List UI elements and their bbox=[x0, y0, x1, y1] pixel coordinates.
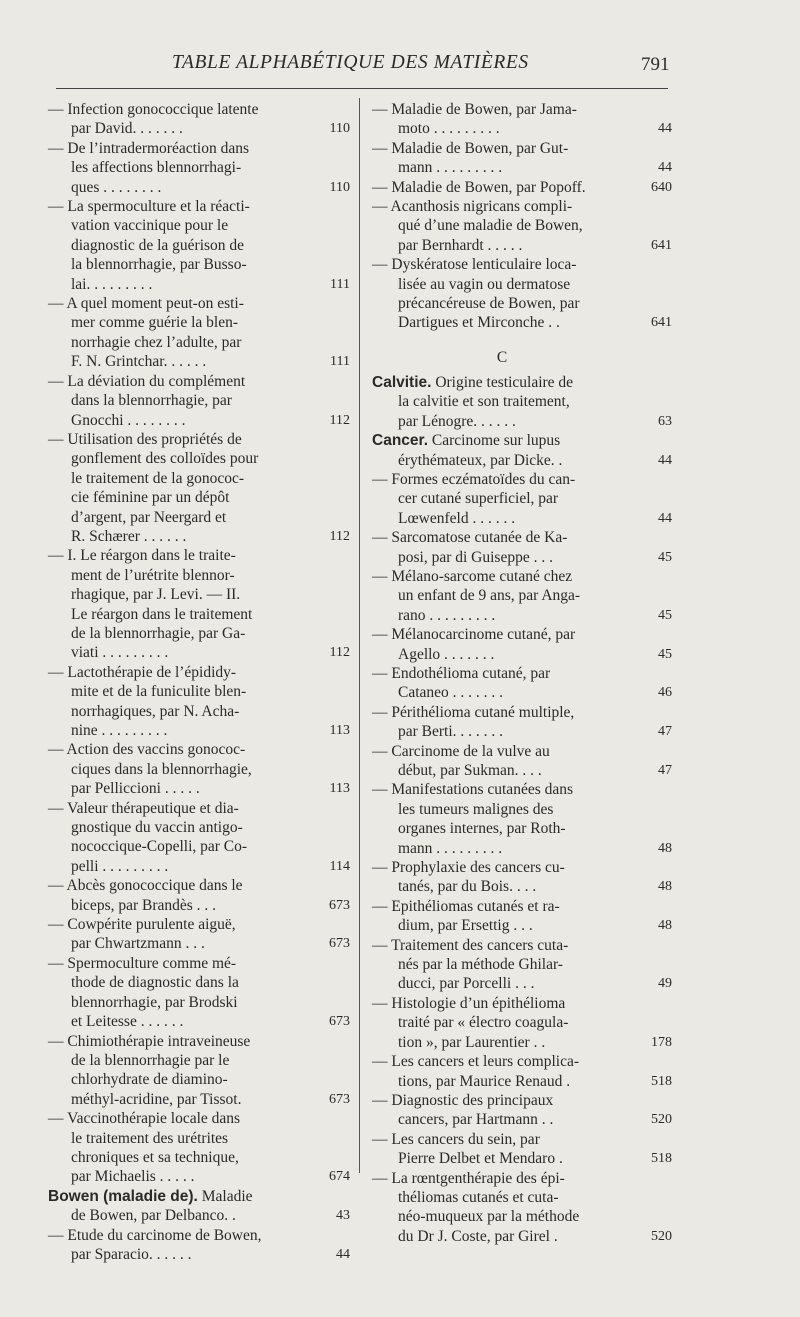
index-entry bbox=[48, 546, 348, 662]
entry-line: les affections blennorrhagi- bbox=[71, 159, 242, 177]
index-entry bbox=[48, 740, 348, 798]
entry-line: — Prophylaxie des cancers cu- bbox=[372, 859, 565, 877]
section-letter: C bbox=[496, 348, 508, 366]
entry-line: gnostique du vaccin antigo- bbox=[71, 819, 243, 837]
index-entry bbox=[48, 1226, 348, 1265]
entry-line: — Utilisation des propriétés de bbox=[48, 430, 242, 448]
entry-head-term: Calvitie. bbox=[372, 373, 432, 391]
entry-page-ref: 47 bbox=[658, 763, 672, 778]
entry-page-ref: 112 bbox=[329, 528, 350, 544]
index-entry bbox=[372, 1169, 672, 1247]
entry-line: — Dyskératose lenticulaire loca- bbox=[372, 256, 577, 274]
entry-line: mann . . . . . . . . . bbox=[398, 159, 503, 177]
entry-line: un enfant de 9 ans, par Anga- bbox=[398, 587, 581, 605]
entry-line: lai. . . . . . . . . bbox=[71, 275, 153, 293]
entry-line: ciques dans la blennorrhagie, bbox=[71, 760, 252, 778]
entry-page-ref: 673 bbox=[329, 897, 350, 913]
entry-page-ref: 111 bbox=[330, 354, 350, 370]
index-entry bbox=[372, 1130, 672, 1169]
entry-page-ref: 49 bbox=[658, 976, 672, 992]
entry-line: — Formes eczématoïdes du can- bbox=[372, 470, 576, 488]
entry-line: — Lactothérapie de l’épididy- bbox=[48, 663, 237, 681]
entry-line: Dartigues et Mirconche . . bbox=[398, 314, 560, 332]
entry-line-text: Carcinome sur lupus bbox=[428, 432, 561, 450]
index-entry bbox=[372, 528, 672, 567]
entry-line: vation vaccinique pour le bbox=[71, 217, 229, 235]
entry-line: — Maladie de Bowen, par Gut- bbox=[372, 139, 569, 157]
entry-page-ref: 178 bbox=[651, 1034, 672, 1050]
entry-line: — Valeur thérapeutique et dia- bbox=[48, 799, 239, 817]
entry-page-ref: 673 bbox=[329, 936, 350, 952]
entry-line: — Etude du carcinome de Bowen, bbox=[48, 1226, 262, 1244]
entry-page-ref: 110 bbox=[329, 179, 350, 195]
index-column-right bbox=[372, 100, 672, 1246]
entry-line: par Michaelis . . . . . bbox=[71, 1168, 195, 1186]
entry-line: rano . . . . . . . . . bbox=[398, 606, 496, 624]
entry-line: norrhagiques, par N. Acha- bbox=[71, 702, 240, 720]
entry-line: le traitement de la gonococ- bbox=[71, 469, 245, 487]
entry-page-ref: 112 bbox=[329, 412, 350, 428]
entry-page-ref: 520 bbox=[651, 1228, 672, 1244]
entry-line: Lœwenfeld . . . . . . bbox=[398, 509, 516, 527]
entry-line: cer cutané superficiel, par bbox=[398, 490, 559, 508]
index-entry bbox=[48, 197, 348, 294]
entry-line: du Dr J. Coste, par Girel . bbox=[398, 1227, 558, 1245]
entry-head-term: Cancer. bbox=[372, 432, 429, 450]
entry-page-ref: 48 bbox=[658, 879, 672, 895]
entry-line: par Chwartzmann . . . bbox=[71, 935, 205, 953]
index-entry bbox=[372, 178, 672, 197]
entry-page-ref: 44 bbox=[658, 452, 672, 468]
entry-line: chlorhydrate de diamino- bbox=[71, 1071, 228, 1089]
entry-page-ref: 44 bbox=[336, 1246, 350, 1262]
entry-line: — A quel moment peut-on esti- bbox=[48, 295, 244, 313]
entry-line: — De l’intradermoréaction dans bbox=[48, 139, 249, 157]
index-entry bbox=[48, 915, 348, 954]
index-entry bbox=[48, 139, 348, 197]
entry-line: par Sparacio. . . . . . bbox=[71, 1245, 192, 1263]
column-divider bbox=[359, 98, 360, 1173]
index-entry bbox=[372, 139, 672, 178]
index-entry bbox=[372, 373, 672, 431]
entry-line: érythémateux, par Dicke. . bbox=[398, 451, 563, 469]
index-entry bbox=[48, 1109, 348, 1187]
entry-line: lisée au vagin ou dermatose bbox=[398, 275, 571, 293]
entry-line: — Mélano-sarcome cutané chez bbox=[372, 567, 573, 585]
index-entry bbox=[372, 780, 672, 858]
entry-line: pelli . . . . . . . . . bbox=[71, 857, 169, 875]
entry-line: — Mélanocarcinome cutané, par bbox=[372, 626, 576, 644]
entry-line: organes internes, par Roth- bbox=[398, 820, 566, 838]
index-column-left bbox=[48, 100, 348, 1264]
entry-line: — Action des vaccins gonococ- bbox=[48, 741, 246, 759]
entry-line: mer comme guérie la blen- bbox=[71, 314, 238, 332]
header-rule bbox=[56, 88, 668, 89]
index-entry bbox=[48, 430, 348, 546]
entry-line: mite et de la funiculite blen- bbox=[71, 683, 247, 701]
entry-page-ref: 110 bbox=[329, 121, 350, 137]
entry-line: — Cowpérite purulente aiguë, bbox=[48, 916, 236, 934]
entry-line: par Bernhardt . . . . . bbox=[398, 236, 523, 254]
entry-line bbox=[372, 373, 672, 392]
entry-line: rhagique, par J. Levi. — II. bbox=[71, 586, 241, 604]
entry-head-term: Bowen (maladie de). bbox=[48, 1187, 198, 1205]
entry-line: — Diagnostic des principaux bbox=[372, 1091, 554, 1109]
index-entry bbox=[48, 954, 348, 1032]
index-entry bbox=[372, 567, 672, 625]
entry-page-ref: 641 bbox=[651, 315, 672, 331]
entry-page-ref: 112 bbox=[329, 645, 350, 661]
entry-line: — Les cancers du sein, par bbox=[372, 1130, 540, 1148]
entry-line bbox=[372, 431, 672, 450]
entry-line: — Carcinome de la vulve au bbox=[372, 742, 550, 760]
page-number: 791 bbox=[641, 54, 670, 75]
entry-line: — I. Le réargon dans le traite- bbox=[48, 547, 236, 565]
entry-page-ref: 46 bbox=[658, 685, 672, 701]
entry-line: Pierre Delbet et Mendaro . bbox=[398, 1150, 563, 1168]
entry-line: les tumeurs malignes des bbox=[398, 800, 554, 818]
entry-line: dium, par Ersettig . . . bbox=[398, 917, 533, 935]
index-entry bbox=[48, 876, 348, 915]
entry-line: mann . . . . . . . . . bbox=[398, 839, 503, 857]
entry-line: biceps, par Brandès . . . bbox=[71, 896, 217, 914]
page-header bbox=[0, 48, 800, 88]
entry-page-ref: 640 bbox=[651, 179, 672, 195]
index-entry bbox=[372, 470, 672, 528]
index-entry bbox=[372, 1091, 672, 1130]
entry-page-ref: 520 bbox=[651, 1112, 672, 1128]
entry-line: ques . . . . . . . . bbox=[71, 178, 162, 196]
entry-line: théliomas cutanés et cuta- bbox=[398, 1188, 559, 1206]
entry-line: traité par « électro coagula- bbox=[398, 1014, 569, 1032]
entry-line: — Spermoculture comme mé- bbox=[48, 954, 237, 972]
entry-line: blennorrhagie, par Brodski bbox=[71, 993, 238, 1011]
entry-line: dans la blennorrhagie, par bbox=[71, 392, 232, 410]
entry-line: cie féminine par un dépôt bbox=[71, 489, 230, 507]
entry-line: — Infection gonococcique latente bbox=[48, 101, 259, 118]
index-entry bbox=[372, 664, 672, 703]
entry-page-ref: 45 bbox=[658, 607, 672, 623]
index-entry bbox=[48, 799, 348, 877]
entry-line: — Manifestations cutanées dans bbox=[372, 781, 574, 799]
entry-line: qué d’une maladie de Bowen, bbox=[398, 217, 583, 235]
entry-page-ref: 673 bbox=[329, 1091, 350, 1107]
index-entry bbox=[372, 197, 672, 255]
entry-line: par Berti. . . . . . . bbox=[398, 723, 504, 741]
entry-line: et Leitesse . . . . . . bbox=[71, 1013, 184, 1031]
entry-line-text: Maladie bbox=[197, 1187, 253, 1205]
entry-line: gonflement des colloïdes pour bbox=[71, 450, 259, 468]
entry-line: la blennorrhagie, par Busso- bbox=[71, 256, 247, 274]
entry-page-ref: 44 bbox=[658, 510, 672, 526]
entry-page-ref: 518 bbox=[651, 1073, 672, 1089]
index-entry bbox=[372, 1052, 672, 1091]
index-entry bbox=[48, 1187, 348, 1226]
index-entry bbox=[372, 255, 672, 333]
entry-line-text: Origine testiculaire de bbox=[431, 373, 574, 391]
index-entry bbox=[372, 742, 672, 781]
entry-line: ducci, par Porcelli . . . bbox=[398, 975, 535, 993]
entry-page-ref: 111 bbox=[330, 276, 350, 292]
entry-line: posi, par di Guiseppe . . . bbox=[398, 548, 553, 566]
entry-line: norrhagie chez l’adulte, par bbox=[71, 333, 242, 351]
entry-line: d’argent, par Neergard et bbox=[71, 508, 227, 526]
entry-page-ref: 44 bbox=[658, 121, 672, 137]
entry-line: moto . . . . . . . . . bbox=[398, 120, 500, 138]
entry-line: — Chimiothérapie intraveineuse bbox=[48, 1032, 251, 1050]
entry-line: Gnocchi . . . . . . . . bbox=[71, 411, 186, 429]
entry-line: par Pelliccioni . . . . . bbox=[71, 780, 200, 798]
entry-line: — La rœntgenthérapie des épi- bbox=[372, 1169, 565, 1187]
entry-line: — Acanthosis nigricans compli- bbox=[372, 198, 573, 216]
entry-line: viati . . . . . . . . . bbox=[71, 644, 169, 662]
entry-line: — Sarcomatose cutanée de Ka- bbox=[372, 529, 568, 547]
entry-line: — Maladie de Bowen, par Jama- bbox=[372, 101, 577, 118]
entry-page-ref: 63 bbox=[658, 413, 672, 429]
entry-line: Le réargon dans le traitement bbox=[71, 605, 253, 623]
entry-line: la calvitie et son traitement, bbox=[398, 393, 570, 411]
entry-line: diagnostic de la guérison de bbox=[71, 236, 245, 254]
entry-page-ref: 113 bbox=[329, 781, 350, 797]
entry-line: tanés, par du Bois. . . . bbox=[398, 878, 537, 896]
entry-page-ref: 45 bbox=[658, 646, 672, 662]
entry-line: cancers, par Hartmann . . bbox=[398, 1111, 554, 1129]
entry-line: début, par Sukman. . . . bbox=[398, 762, 542, 779]
index-entry bbox=[372, 858, 672, 897]
entry-line: — Maladie de Bowen, par Popoff. bbox=[372, 178, 586, 196]
index-entry bbox=[372, 100, 672, 139]
entry-line: — Histologie d’un épithélioma bbox=[372, 994, 566, 1012]
entry-line: méthyl-acridine, par Tissot. bbox=[71, 1090, 242, 1108]
index-entry bbox=[48, 294, 348, 372]
entry-line: — Traitement des cancers cuta- bbox=[372, 936, 569, 954]
index-entry bbox=[372, 703, 672, 742]
index-entry bbox=[372, 936, 672, 994]
entry-page-ref: 114 bbox=[329, 858, 350, 874]
index-entry bbox=[48, 1032, 348, 1110]
index-entry bbox=[372, 431, 672, 470]
entry-line: thode de diagnostic dans la bbox=[71, 974, 239, 992]
entry-line: — Epithéliomas cutanés et ra- bbox=[372, 897, 560, 915]
entry-line: — Endothélioma cutané, par bbox=[372, 664, 551, 682]
entry-line: par Lénogre. . . . . . bbox=[398, 412, 516, 430]
entry-line: le traitement des urétrites bbox=[71, 1129, 229, 1147]
entry-line: nés par la méthode Ghilar- bbox=[398, 956, 563, 974]
entry-line: néo-muqueux par la méthode bbox=[398, 1208, 580, 1226]
entry-line: ment de l’urétrite blennor- bbox=[71, 566, 235, 584]
index-entry bbox=[48, 100, 348, 139]
entry-page-ref: 518 bbox=[651, 1151, 672, 1167]
entry-line: de la blennorrhagie, par Ga- bbox=[71, 624, 246, 642]
entry-page-ref: 44 bbox=[658, 160, 672, 176]
entry-line: — La spermoculture et la réacti- bbox=[48, 198, 250, 216]
entry-line: F. N. Grintchar. . . . . . bbox=[71, 353, 207, 371]
entry-page-ref: 673 bbox=[329, 1014, 350, 1030]
entry-line: — Abcès gonococcique dans le bbox=[48, 877, 243, 895]
entry-page-ref: 641 bbox=[651, 237, 672, 253]
index-entry bbox=[48, 372, 348, 430]
entry-line: par David. . . . . . . bbox=[71, 120, 183, 138]
entry-line: — Vaccinothérapie locale dans bbox=[48, 1110, 241, 1128]
index-entry bbox=[372, 994, 672, 1052]
entry-page-ref: 47 bbox=[658, 724, 672, 740]
entry-line: — La déviation du complément bbox=[48, 372, 246, 390]
entry-line: de la blennorrhagie par le bbox=[71, 1051, 230, 1069]
entry-line: Agello . . . . . . . bbox=[398, 645, 495, 663]
entry-page-ref: 113 bbox=[329, 723, 350, 738]
entry-line: précancéreuse de Bowen, par bbox=[398, 295, 580, 313]
entry-page-ref: 48 bbox=[658, 918, 672, 934]
running-title: TABLE ALPHABÉTIQUE DES MATIÈRES bbox=[172, 52, 529, 73]
entry-line: nine . . . . . . . . . bbox=[71, 722, 168, 739]
entry-page-ref: 43 bbox=[336, 1208, 350, 1224]
entry-line: chroniques et sa technique, bbox=[71, 1148, 239, 1166]
entry-page-ref: 45 bbox=[658, 549, 672, 565]
entry-line: Cataneo . . . . . . . bbox=[398, 684, 504, 702]
index-entry bbox=[372, 897, 672, 936]
entry-line bbox=[48, 1187, 348, 1206]
index-entry bbox=[372, 625, 672, 664]
entry-line: nococcique-Copelli, par Co- bbox=[71, 838, 248, 856]
index-entry bbox=[48, 663, 348, 741]
entry-line: tions, par Maurice Renaud . bbox=[398, 1072, 571, 1090]
entry-line: tion », par Laurentier . . bbox=[398, 1033, 546, 1051]
entry-line: — Les cancers et leurs complica- bbox=[372, 1053, 580, 1071]
entry-page-ref: 674 bbox=[329, 1169, 350, 1185]
entry-line: de Bowen, par Delbanco. . bbox=[71, 1207, 236, 1225]
entry-page-ref: 48 bbox=[658, 840, 672, 856]
entry-line: — Périthélioma cutané multiple, bbox=[372, 703, 575, 721]
entry-line: R. Schærer . . . . . . bbox=[71, 527, 187, 545]
